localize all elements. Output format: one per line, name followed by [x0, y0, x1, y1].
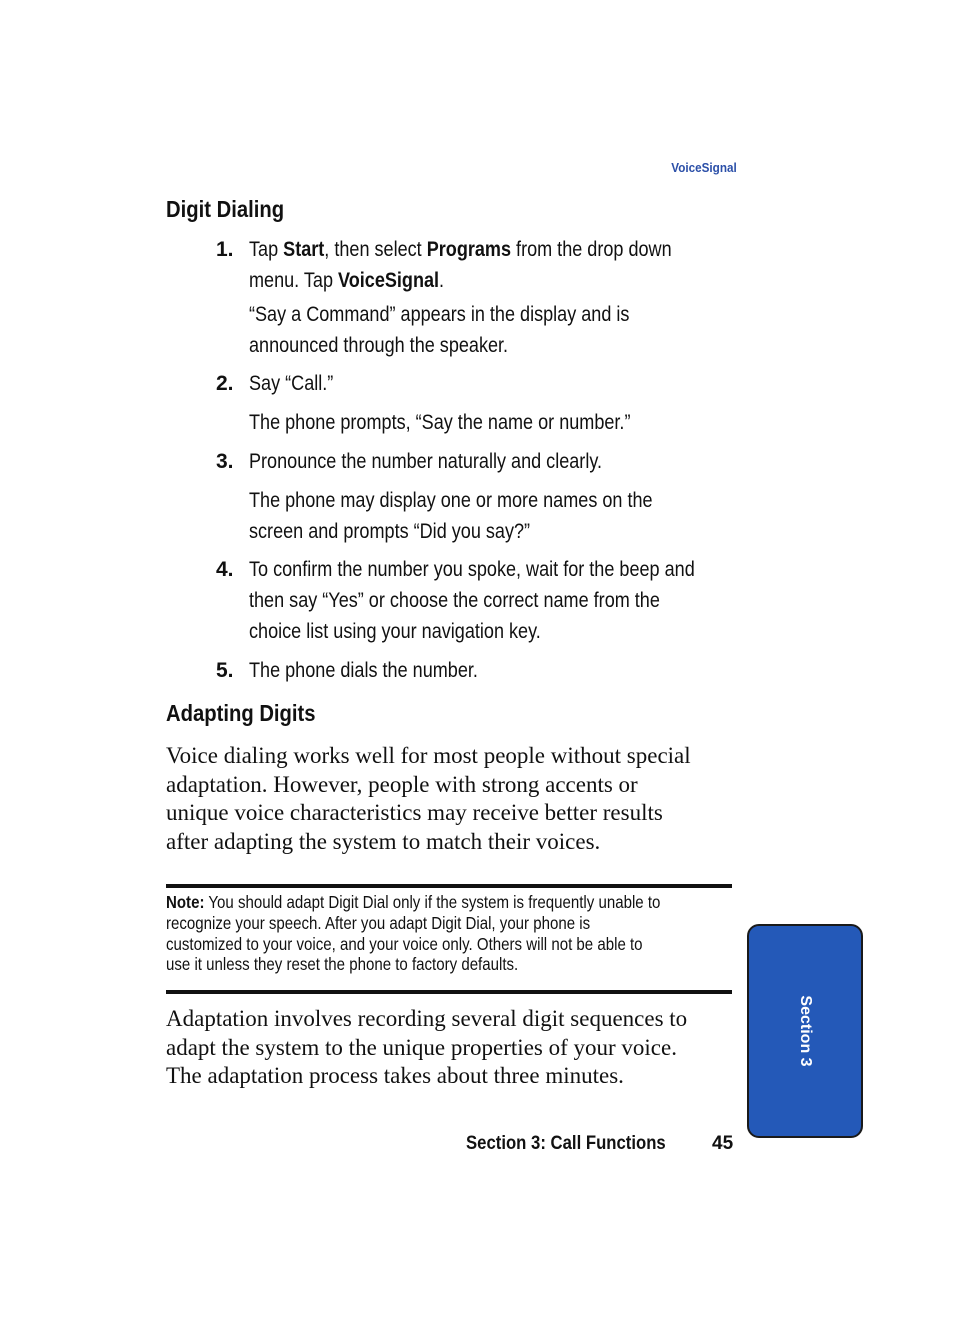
note-label: Note: [166, 892, 205, 912]
detail-line: screen and prompts “Did you say?” [249, 520, 531, 543]
step-number: 1. [216, 238, 234, 261]
step-number: 4. [216, 558, 234, 581]
adapting-paragraph [166, 742, 746, 856]
step-line: To confirm the number you spoke, wait for the beep and [249, 558, 695, 581]
detail-line: The phone prompts, “Say the name or number.” [249, 411, 631, 434]
step-number: 2. [216, 372, 234, 395]
step-text [249, 554, 695, 647]
step-text [249, 446, 679, 477]
step-text [249, 234, 679, 296]
heading-digit-dialing: Digit Dialing [166, 196, 285, 222]
adaptation-paragraph [166, 1005, 746, 1091]
paragraph-line: unique voice characteristics may receive better results [166, 800, 663, 825]
paragraph-line: adaptation. However, people with strong accents or [166, 771, 638, 797]
note-line: use it unless they reset the phone to factory defaults. [166, 954, 519, 975]
detail-line: “Say a Command” appears in the display and is [249, 303, 630, 326]
note-bottom-rule [166, 990, 732, 994]
heading-adapting-digits: Adapting Digits [166, 700, 316, 726]
detail-line: announced through the speaker. [249, 334, 509, 357]
paragraph-line: after adapting the system to match their voices. [166, 828, 601, 854]
paragraph-line: Adaptation involves recording several digit sequences to [166, 1006, 688, 1031]
paragraph-line: adapt the system to the unique properties of your voice. [166, 1034, 677, 1060]
note-line: customized to your voice, and your voice only. Others will not be able to [166, 933, 643, 954]
note-line: recognize your speech. After you adapt Digit Dial, your phone is [166, 912, 591, 933]
step-number: 3. [216, 450, 234, 473]
step-line: Say “Call.” [249, 372, 334, 395]
step-line: Pronounce the number naturally and clearly. [249, 450, 603, 473]
step-detail [249, 485, 679, 547]
note-line: Note: You should adapt Digit Dial only if the system is frequently unable to [166, 892, 661, 912]
note-top-rule [166, 884, 732, 888]
detail-line: The phone may display one or more names on the [249, 489, 653, 512]
step-line: The phone dials the number. [249, 659, 478, 682]
step-line: choice list using your navigation key. [249, 620, 541, 643]
paragraph-line: Voice dialing works well for most people without special [166, 743, 691, 768]
step-text [249, 368, 679, 399]
step-line: Tap Start, then select Programs from the drop down [249, 238, 672, 261]
paragraph-line: The adaptation process takes about three minutes. [166, 1063, 624, 1088]
running-header: VoiceSignal [671, 160, 737, 175]
step-text [249, 655, 679, 686]
note-box [166, 892, 699, 975]
section-tab [747, 924, 863, 1138]
page-number: 45 [712, 1133, 734, 1154]
step-line: then say “Yes” or choose the correct name from the [249, 589, 660, 612]
step-detail [249, 407, 679, 438]
step-number: 5. [216, 659, 234, 682]
section-tab-label: Section 3 [797, 995, 814, 1067]
step-line: menu. Tap VoiceSignal. [249, 269, 445, 292]
footer-section-title: Section 3: Call Functions [466, 1133, 666, 1154]
step-detail [249, 299, 679, 361]
